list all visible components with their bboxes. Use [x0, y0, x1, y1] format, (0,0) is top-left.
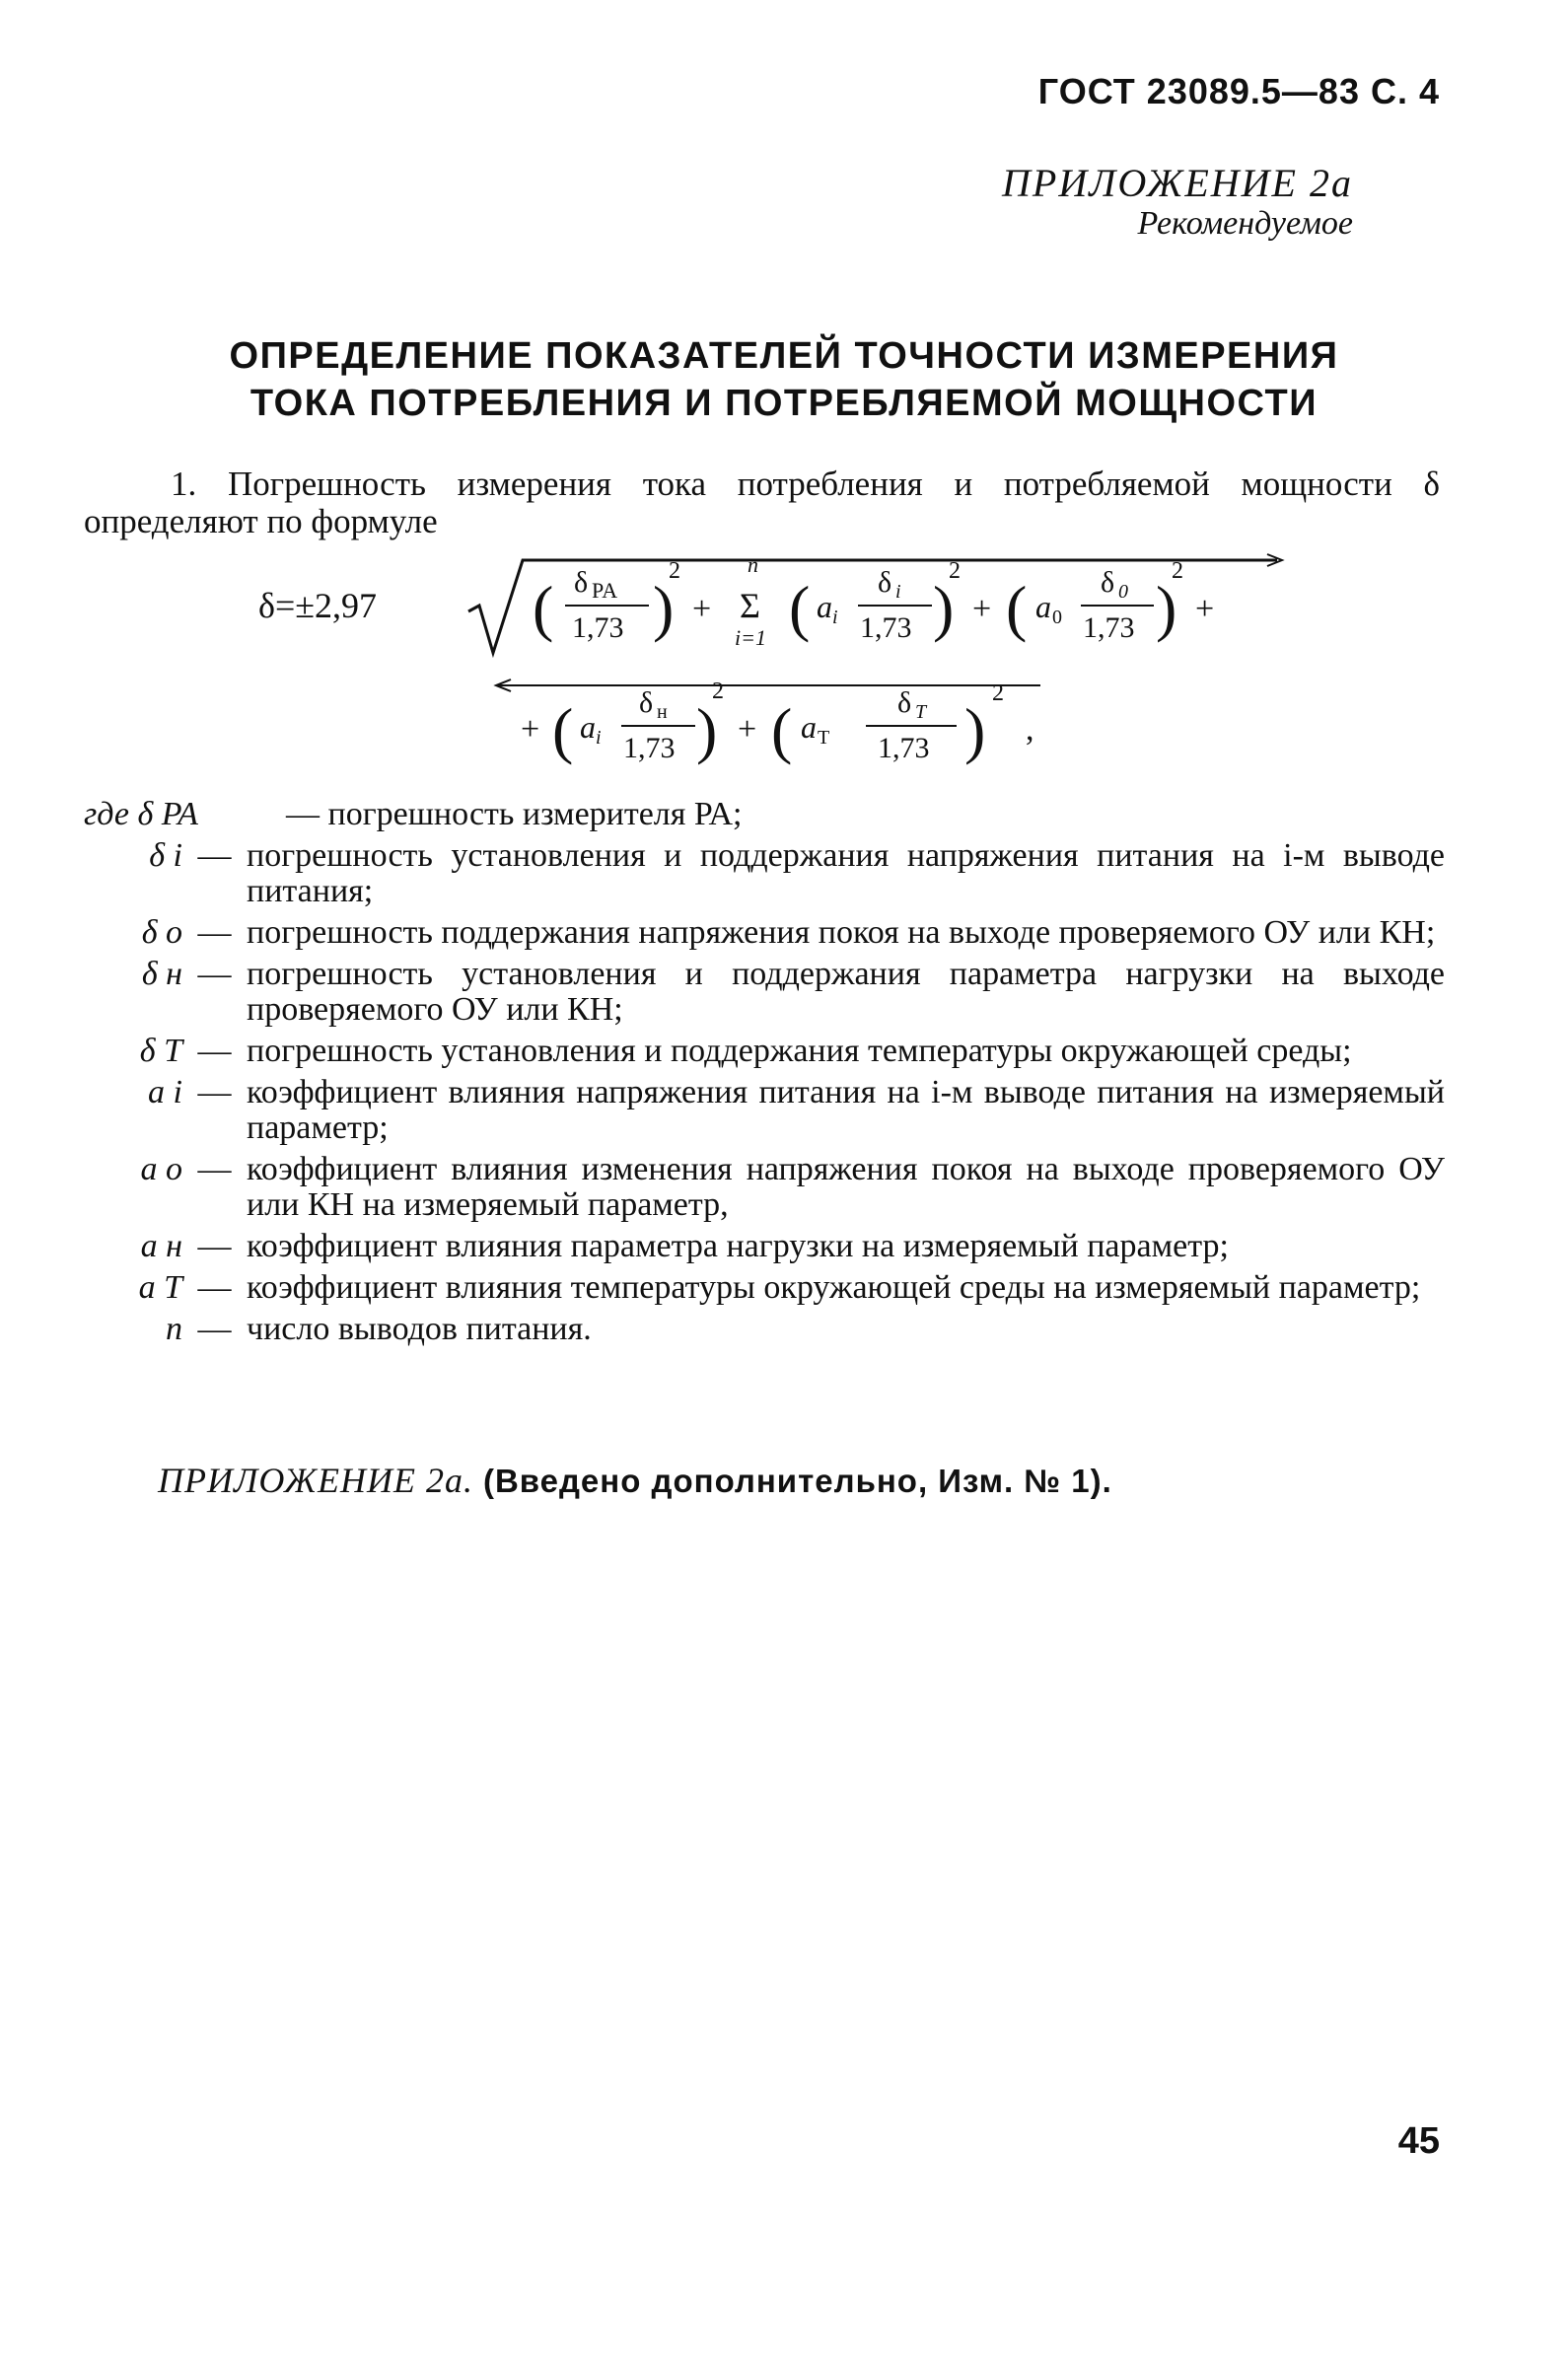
- sub-n: н: [657, 701, 668, 723]
- paragraph-line-1: 1. Погрешность измерения тока потребления и потребляемой мощности δ: [171, 465, 1440, 503]
- divisor: 1,73: [860, 611, 912, 644]
- definition-text: коэффициент влияния изменения напряжения покоя на выходе проверяемого ОУ или КН на измеряемый параметр,: [247, 1151, 1445, 1223]
- delta-0: δ: [1101, 566, 1115, 599]
- definition-dash: —: [197, 1228, 232, 1264]
- definition-symbol: a н: [140, 1228, 182, 1264]
- exponent: 2: [949, 558, 961, 584]
- definition-row: [84, 1152, 1445, 1223]
- paren-close: ): [653, 573, 675, 643]
- definition-row: [84, 1229, 1445, 1264]
- plus-sign: +: [738, 711, 757, 748]
- paren-close: ): [933, 573, 955, 643]
- definition-row: [84, 1270, 1445, 1306]
- sub-T: T: [818, 727, 830, 749]
- definition-text: [286, 797, 1445, 832]
- sum-lower: i=1: [735, 625, 766, 650]
- page-number: 45: [1397, 2120, 1440, 2162]
- symbol-definitions: [84, 797, 1445, 1353]
- plus-sign: +: [521, 711, 540, 748]
- coef-a-i: a: [580, 709, 596, 745]
- paren-open: (: [789, 573, 811, 643]
- definition-dash: —: [286, 796, 320, 832]
- title-line-1: ОПРЕДЕЛЕНИЕ ПОКАЗАТЕЛЕЙ ТОЧНОСТИ ИЗМЕРЕНИЯ: [229, 335, 1339, 377]
- exponent: 2: [992, 680, 1004, 706]
- definition-text: число выводов питания.: [247, 1311, 592, 1347]
- paren-open: (: [533, 573, 554, 643]
- definition-dash: —: [197, 1151, 232, 1187]
- delta-T: δ: [897, 686, 912, 719]
- definition-dash: —: [197, 1033, 232, 1069]
- paren-open: (: [771, 695, 793, 765]
- amendment-note-text: (Введено дополнительно, Изм. № 1).: [482, 1463, 1112, 1499]
- definition-row: [84, 915, 1445, 951]
- definition-symbol: a i: [148, 1074, 182, 1110]
- plus-sign: +: [692, 591, 712, 627]
- definition-text: погрешность установления и поддержания напряжения питания на i-м выводе питания;: [247, 837, 1445, 909]
- title-line-2: ТОКА ПОТРЕБЛЕНИЯ И ПОТРЕБЛЯЕМОЙ МОЩНОСТИ: [249, 383, 1319, 424]
- comma: ,: [1026, 711, 1034, 748]
- sum-sign: Σ: [740, 586, 760, 625]
- definition-symbol: δ T: [139, 1033, 182, 1069]
- definition-row: [84, 1034, 1445, 1069]
- definition-text: погрешность измерителя РА;: [327, 796, 743, 832]
- sub-T: T: [915, 701, 927, 723]
- definition-text: коэффициент влияния напряжения питания на i-м выводе питания на измеряемый параметр;: [247, 1074, 1445, 1146]
- paragraph-line-2: определяют по формуле: [84, 502, 438, 540]
- sub-pa: PA: [592, 578, 618, 603]
- formula-lhs: δ=±2,97: [258, 586, 378, 625]
- exponent: 2: [669, 558, 680, 584]
- definition-symbol: δ o: [141, 914, 182, 951]
- amendment-note-appendix: ПРИЛОЖЕНИЕ 2а.: [158, 1461, 473, 1500]
- divisor: 1,73: [1083, 611, 1135, 644]
- definition-dash: —: [197, 914, 232, 951]
- definition-row: [84, 957, 1445, 1028]
- delta-n: δ: [639, 686, 654, 719]
- coef-a-T: a: [801, 709, 817, 745]
- exponent: 2: [712, 679, 724, 704]
- definition-text: погрешность поддержания напряжения покоя на выходе проверяемого ОУ или КН;: [247, 914, 1436, 951]
- definition-row: [84, 838, 1445, 909]
- definition-symbol: n: [166, 1311, 182, 1347]
- accuracy-formula: [247, 542, 1331, 819]
- paren-close: ): [1156, 573, 1177, 643]
- definition-row: [84, 1312, 1445, 1347]
- divisor: 1,73: [878, 732, 930, 764]
- paren-open: (: [1006, 573, 1028, 643]
- divisor: 1,73: [623, 732, 676, 764]
- delta-i: δ: [878, 566, 892, 599]
- definition-text: коэффициент влияния температуры окружающей среды на измеряемый параметр;: [247, 1269, 1421, 1306]
- plus-sign: +: [1195, 591, 1215, 627]
- sub-i: i: [832, 607, 838, 628]
- coef-a-i: a: [817, 589, 832, 624]
- plus-sign: +: [972, 591, 992, 627]
- divisor: 1,73: [572, 611, 624, 644]
- definition-dash: —: [197, 956, 232, 992]
- definition-symbol: где δ PA: [84, 796, 198, 832]
- paren-close: ): [964, 695, 986, 765]
- appendix-status: Рекомендуемое: [1137, 205, 1353, 242]
- delta-pa: δ: [574, 566, 589, 599]
- definition-dash: —: [197, 1311, 232, 1347]
- definition-row: [84, 1075, 1445, 1146]
- sub-0: 0: [1118, 581, 1128, 603]
- definition-symbol: a o: [140, 1151, 182, 1187]
- sum-upper: n: [748, 552, 758, 577]
- definition-text: погрешность установления и поддержания параметра нагрузки на выходе проверяемого ОУ или КН;: [247, 956, 1445, 1028]
- standard-header: ГОСТ 23089.5—83 С. 4: [1037, 71, 1440, 111]
- exponent: 2: [1172, 558, 1183, 584]
- sub-0: 0: [1052, 607, 1062, 628]
- definition-symbol: δ i: [149, 837, 182, 874]
- amendment-note: [158, 1460, 1112, 1501]
- definition-symbol: a T: [138, 1269, 182, 1306]
- sub-i: i: [895, 581, 901, 603]
- sub-i: i: [596, 727, 602, 749]
- definition-text: коэффициент влияния параметра нагрузки на измеряемый параметр;: [247, 1228, 1229, 1264]
- definition-dash: —: [197, 1269, 232, 1306]
- paren-close: ): [696, 695, 718, 765]
- paren-open: (: [552, 695, 574, 765]
- definition-dash: —: [197, 1074, 232, 1110]
- definition-row: [84, 797, 1445, 832]
- coef-a-0: a: [1035, 589, 1051, 624]
- appendix-label: ПРИЛОЖЕНИЕ 2а: [1002, 161, 1353, 205]
- definition-dash: —: [197, 837, 232, 874]
- definition-symbol: δ н: [141, 956, 182, 992]
- definition-text: погрешность установления и поддержания температуры окружающей среды;: [247, 1033, 1352, 1069]
